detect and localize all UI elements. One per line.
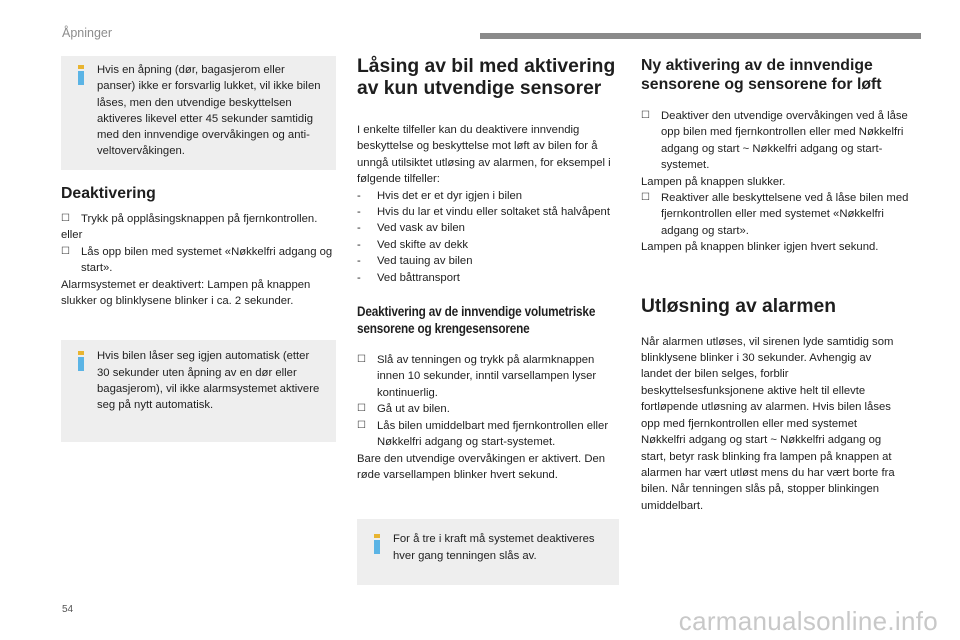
heading-alarm-trigger: Utløsning av alarmen: [641, 295, 837, 317]
list-item: - Hvis det er et dyr igjen i bilen: [357, 189, 523, 202]
step-item: ☐ Lås bilen umiddelbart med fjernkontrollen eller Nøkkelfri adgang og start-systemet.: [357, 419, 609, 449]
info-note: [61, 340, 336, 442]
body-paragraph: Alarmsystemet er deaktivert: Lampen på knappen slukker og blinklysene blinker i ca. 2 sekunder.: [61, 278, 311, 308]
bullet-item: ☐ Lås opp bilen med systemet «Nøkkelfri adgang og start».: [61, 245, 333, 275]
list-item: - Ved tauing av bilen: [357, 255, 473, 268]
list-item: - Ved vask av bilen: [357, 222, 465, 235]
list-item: - Ved båttransport: [357, 271, 460, 284]
heading-locking: Låsing av bil med aktivering av kun utvendige sensorer: [357, 56, 616, 99]
cases-list: [357, 188, 619, 286]
body-paragraph: Lampen på knappen slukker.: [641, 175, 786, 188]
info-note: [357, 519, 619, 585]
column-left: [61, 56, 336, 442]
section-header-title: Åpninger: [62, 26, 113, 40]
heading-deaktivering: Deaktivering: [61, 185, 156, 202]
bullet-item: ☐ Reaktiver alle beskyttelsene ved å låse bilen med fjernkontrollen eller med systemet «Nøkkelfri adgang og start».: [641, 192, 909, 237]
info-note-text: Hvis bilen låser seg igjen automatisk (etter 30 sekunder uten åpning av en dør eller bagasjerom), vil ikke alarmsystemet aktivere seg på nytt automatisk.: [97, 350, 320, 412]
bullet-icon: ☐: [61, 245, 70, 257]
info-icon: [369, 534, 385, 554]
info-note-text: Hvis en åpning (dør, bagasjerom eller panser) ikke er forsvarlig lukket, vil ikke bilen låses, men den utvendige beskyttelsen aktiveres likevel etter 45 sekunder samtidig med den innvendige overvåkingen og anti-veltovervåkingen.: [97, 64, 321, 158]
info-note: [61, 56, 336, 170]
or-text: eller: [61, 229, 83, 242]
bullet-icon: ☐: [357, 354, 366, 366]
bullet-icon: ☐: [61, 213, 70, 224]
bullet-icon: ☐: [357, 403, 366, 415]
body-paragraph: Bare den utvendige overvåkingen er aktivert. Den røde varsellampen blinker hvert sekund.: [357, 452, 606, 481]
watermark: carmanualsonline.info: [678, 606, 938, 636]
bullet-item: ☐ Trykk på opplåsingsknappen på fjernkontrollen.: [61, 211, 336, 227]
step-item: ☐ Slå av tenningen og trykk på alarmknappen innen 10 sekunder, inntil varsellampen lyser kontinuerlig.: [357, 354, 597, 399]
bullet-item: ☐ Deaktiver den utvendige overvåkingen ved å låse opp bilen med fjernkontrollen eller med Nøkkelfri adgang og start ~ Nøkkelfri adgang og start-systemet.: [641, 110, 908, 172]
header-rule: [480, 33, 921, 39]
column-middle: [357, 56, 619, 585]
subheading-deactivation: Deaktivering av de innvendige volumetriske sensorene og krengesensorene: [357, 304, 596, 337]
info-icon: [73, 65, 89, 85]
column-right: [641, 56, 911, 514]
step-item: ☐ Gå ut av bilen.: [357, 401, 619, 417]
info-note-text: For å tre i kraft må systemet deaktiveres hver gang tenningen slås av.: [393, 533, 595, 562]
bullet-icon: ☐: [357, 419, 366, 431]
bullet-icon: ☐: [641, 110, 650, 121]
bullet-icon: ☐: [641, 192, 650, 204]
heading-reactivation: Ny aktivering av de innvendige sensorene og sensorene for løft: [641, 57, 882, 93]
body-paragraph: Lampen på knappen blinker igjen hvert sekund.: [641, 241, 879, 254]
page-number: 54: [62, 604, 74, 615]
list-item: - Ved skifte av dekk: [357, 238, 469, 251]
body-paragraph: Når alarmen utløses, vil sirenen lyde samtidig som blinklysene blinker i 30 sekunder. Avhengig av landet der bilen selges, forblir beskyttelsesfunksjonene aktive helt til ellevte fortløpende utløsning av alarmen. Hvis bilen låses opp med fjernkontrollen eller med systemet Nøkkelfri adgang og start ~ Nøkkelfri adgang og start, betyr rask blinking fra lampen på knappen at alarmen har vært utløst mens du har vært borte fra bilen. Når tenningen slås på, stopper blinkingen umiddelbart.: [641, 335, 895, 512]
list-item: - Hvis du lar et vindu eller soltaket stå halvåpent: [357, 206, 610, 219]
info-icon: [73, 351, 89, 371]
intro-paragraph: I enkelte tilfeller kan du deaktivere innvendig beskyttelse og beskyttelse mot løft av bilen for å unngå utilsiktet utløsing av alarmen, for eksempel i følgende tilfeller:: [357, 124, 611, 186]
